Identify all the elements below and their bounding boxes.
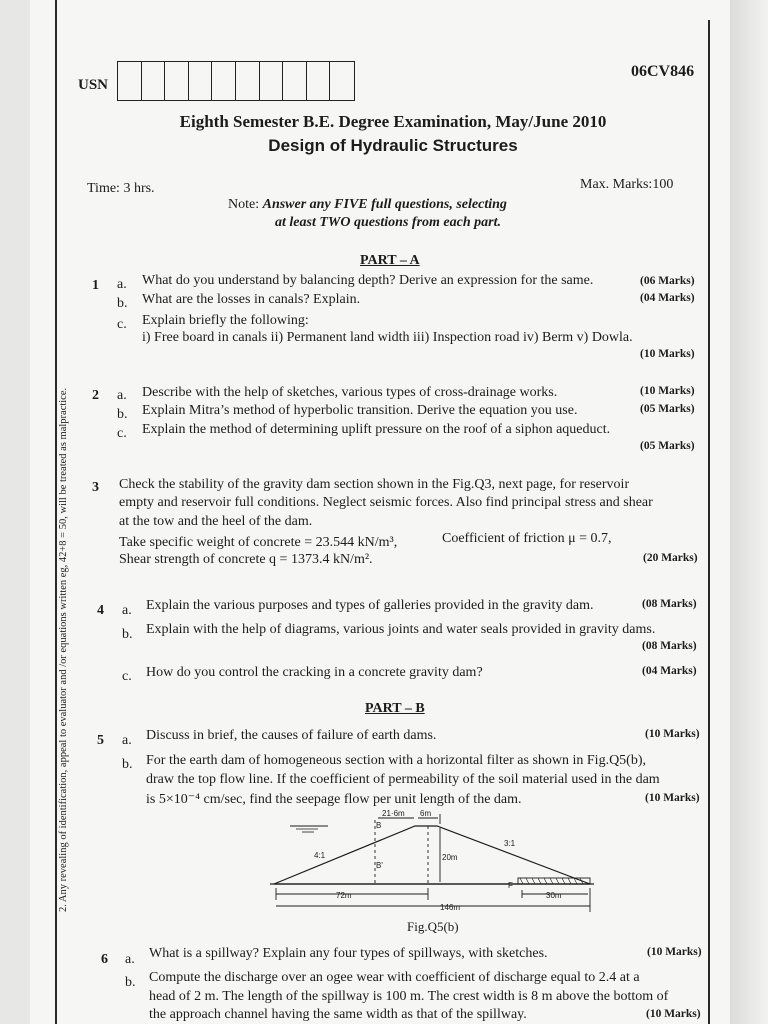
label-30m: 30m: [546, 891, 562, 900]
question-text: Describe with the help of sketches, various types of cross-drainage works.: [142, 385, 558, 400]
part-a-heading: PART – A: [360, 253, 420, 268]
paper-code: 06CV846: [631, 63, 695, 80]
question-text: Compute the discharge over an ogee wear with coefficient of discharge equal to 2.4 at a: [149, 970, 640, 985]
subpart-label: c.: [122, 669, 132, 684]
max-marks: Max. Marks:100: [580, 177, 674, 192]
usn-box: [330, 62, 354, 100]
label-downstream-slope: 3:1: [504, 839, 516, 848]
question-text: empty and reservoir full conditions. Neglect seismic forces. Also find principal stress and shear: [119, 495, 653, 510]
usn-box: [283, 62, 307, 100]
usn-box: [212, 62, 236, 100]
question-text: Explain with the help of diagrams, various joints and water seals provided in gravity dams.: [146, 622, 656, 637]
question-text: What are the losses in canals? Explain.: [142, 292, 361, 307]
usn-label: USN: [78, 77, 109, 93]
earth-dam-figure: [268, 808, 598, 916]
question-text: Shear strength of concrete q = 1373.4 kN/m².: [119, 552, 373, 567]
subject-title: Design of Hydraulic Structures: [268, 136, 518, 155]
usn-box: [118, 62, 142, 100]
part-b-heading: PART – B: [365, 701, 425, 716]
usn-box: [189, 62, 213, 100]
subpart-label: c.: [117, 317, 127, 332]
label-6m: 6m: [420, 809, 432, 818]
usn-box: [165, 62, 189, 100]
question-number: 2: [92, 388, 99, 403]
question-text: For the earth dam of homogeneous section with a horizontal filter as shown in Fig.Q5(b),: [146, 753, 647, 768]
label-21-6m: 21·6m: [382, 809, 405, 818]
subpart-label: a.: [122, 603, 132, 618]
question-text: the approach channel having the same width as that of the spillway.: [149, 1007, 527, 1022]
marks: (08 Marks): [642, 598, 697, 610]
marks: (05 Marks): [640, 440, 695, 452]
usn-box: [142, 62, 166, 100]
subpart-label: b.: [117, 296, 128, 311]
question-number: 1: [92, 278, 99, 293]
instructions-note: [228, 197, 507, 213]
marks: (10 Marks): [645, 728, 700, 740]
question-text: Discuss in brief, the causes of failure of earth dams.: [146, 728, 437, 743]
note-line-2: at least TWO questions from each part.: [275, 215, 501, 230]
time-allowed: Time: 3 hrs.: [87, 181, 155, 196]
marks: (10 Marks): [640, 348, 695, 360]
marks: (05 Marks): [640, 403, 695, 415]
question-text: is 5×10⁻⁴ cm/sec, find the seepage flow per unit length of the dam.: [146, 792, 522, 807]
label-B: B: [376, 821, 382, 830]
note-label: Note:: [228, 197, 260, 212]
question-text: Explain the method of determining uplift pressure on the roof of a siphon aqueduct.: [142, 422, 611, 437]
marks: (10 Marks): [645, 792, 700, 804]
subpart-label: b.: [117, 407, 128, 422]
question-text: Explain Mitra’s method of hyperbolic transition. Derive the equation you use.: [142, 403, 578, 418]
figure-caption: Fig.Q5(b): [407, 919, 459, 934]
exam-title: Eighth Semester B.E. Degree Examination, May/June 2010: [179, 112, 607, 131]
question-text: What do you understand by balancing depth? Derive an expression for the same.: [142, 273, 594, 288]
subpart-label: a.: [117, 277, 127, 292]
subpart-label: a.: [125, 952, 135, 967]
label-20m: 20m: [442, 853, 458, 862]
usn-box: [260, 62, 284, 100]
marks: (04 Marks): [642, 665, 697, 677]
question-number: 6: [101, 952, 108, 967]
label-upstream-slope: 4:1: [314, 851, 326, 860]
label-72m: 72m: [336, 891, 352, 900]
marks: (06 Marks): [640, 275, 695, 287]
marks: (10 Marks): [646, 1008, 701, 1020]
subpart-label: c.: [117, 426, 127, 441]
marks: (20 Marks): [643, 552, 698, 564]
usn-box: [236, 62, 260, 100]
usn-boxes: [117, 61, 355, 101]
question-text: Explain briefly the following:: [142, 313, 309, 328]
subpart-label: a.: [122, 733, 132, 748]
question-text: Take specific weight of concrete = 23.544 kN/m³,: [119, 535, 398, 550]
label-F: F: [508, 881, 513, 890]
subpart-label: b.: [122, 757, 133, 772]
marks: (10 Marks): [640, 385, 695, 397]
label-B-prime: B': [376, 861, 383, 870]
usn-box: [307, 62, 331, 100]
marks: (08 Marks): [642, 640, 697, 652]
question-text: How do you control the cracking in a concrete gravity dam?: [146, 665, 483, 680]
question-text: i) Free board in canals ii) Permanent land width iii) Inspection road iv) Berm v) Dowla.: [142, 330, 633, 345]
question-text: Coefficient of friction μ = 0.7,: [442, 531, 612, 546]
subpart-label: a.: [117, 388, 127, 403]
question-number: 5: [97, 733, 104, 748]
question-number: 3: [92, 480, 99, 495]
subpart-label: b.: [122, 627, 133, 642]
marks: (04 Marks): [640, 292, 695, 304]
question-text: What is a spillway? Explain any four types of spillways, with sketches.: [149, 946, 548, 961]
question-text: at the tow and the heel of the dam.: [119, 514, 313, 529]
question-text: draw the top flow line. If the coefficient of permeability of the soil material used in the dam: [146, 772, 660, 787]
question-text: Check the stability of the gravity dam section shown in the Fig.Q3, next page, for reservoir: [119, 477, 630, 492]
marks: (10 Marks): [647, 946, 702, 958]
subpart-label: b.: [125, 975, 136, 990]
question-text: head of 2 m. The length of the spillway is 100 m. The crest width is 8 m above the bottom of: [149, 989, 669, 1004]
question-number: 4: [97, 603, 104, 618]
question-text: Explain the various purposes and types of galleries provided in the gravity dam.: [146, 598, 594, 613]
right-margin-rule: [708, 20, 710, 1024]
label-146m: 146m: [440, 903, 461, 912]
note-line-1: Answer any FIVE full questions, selecting: [262, 197, 507, 212]
malpractice-side-note: 2. Any revealing of identification, appeal to evaluator and /or equations written eg, 42+8 = 50, will be treated as malpractice.: [58, 387, 69, 912]
